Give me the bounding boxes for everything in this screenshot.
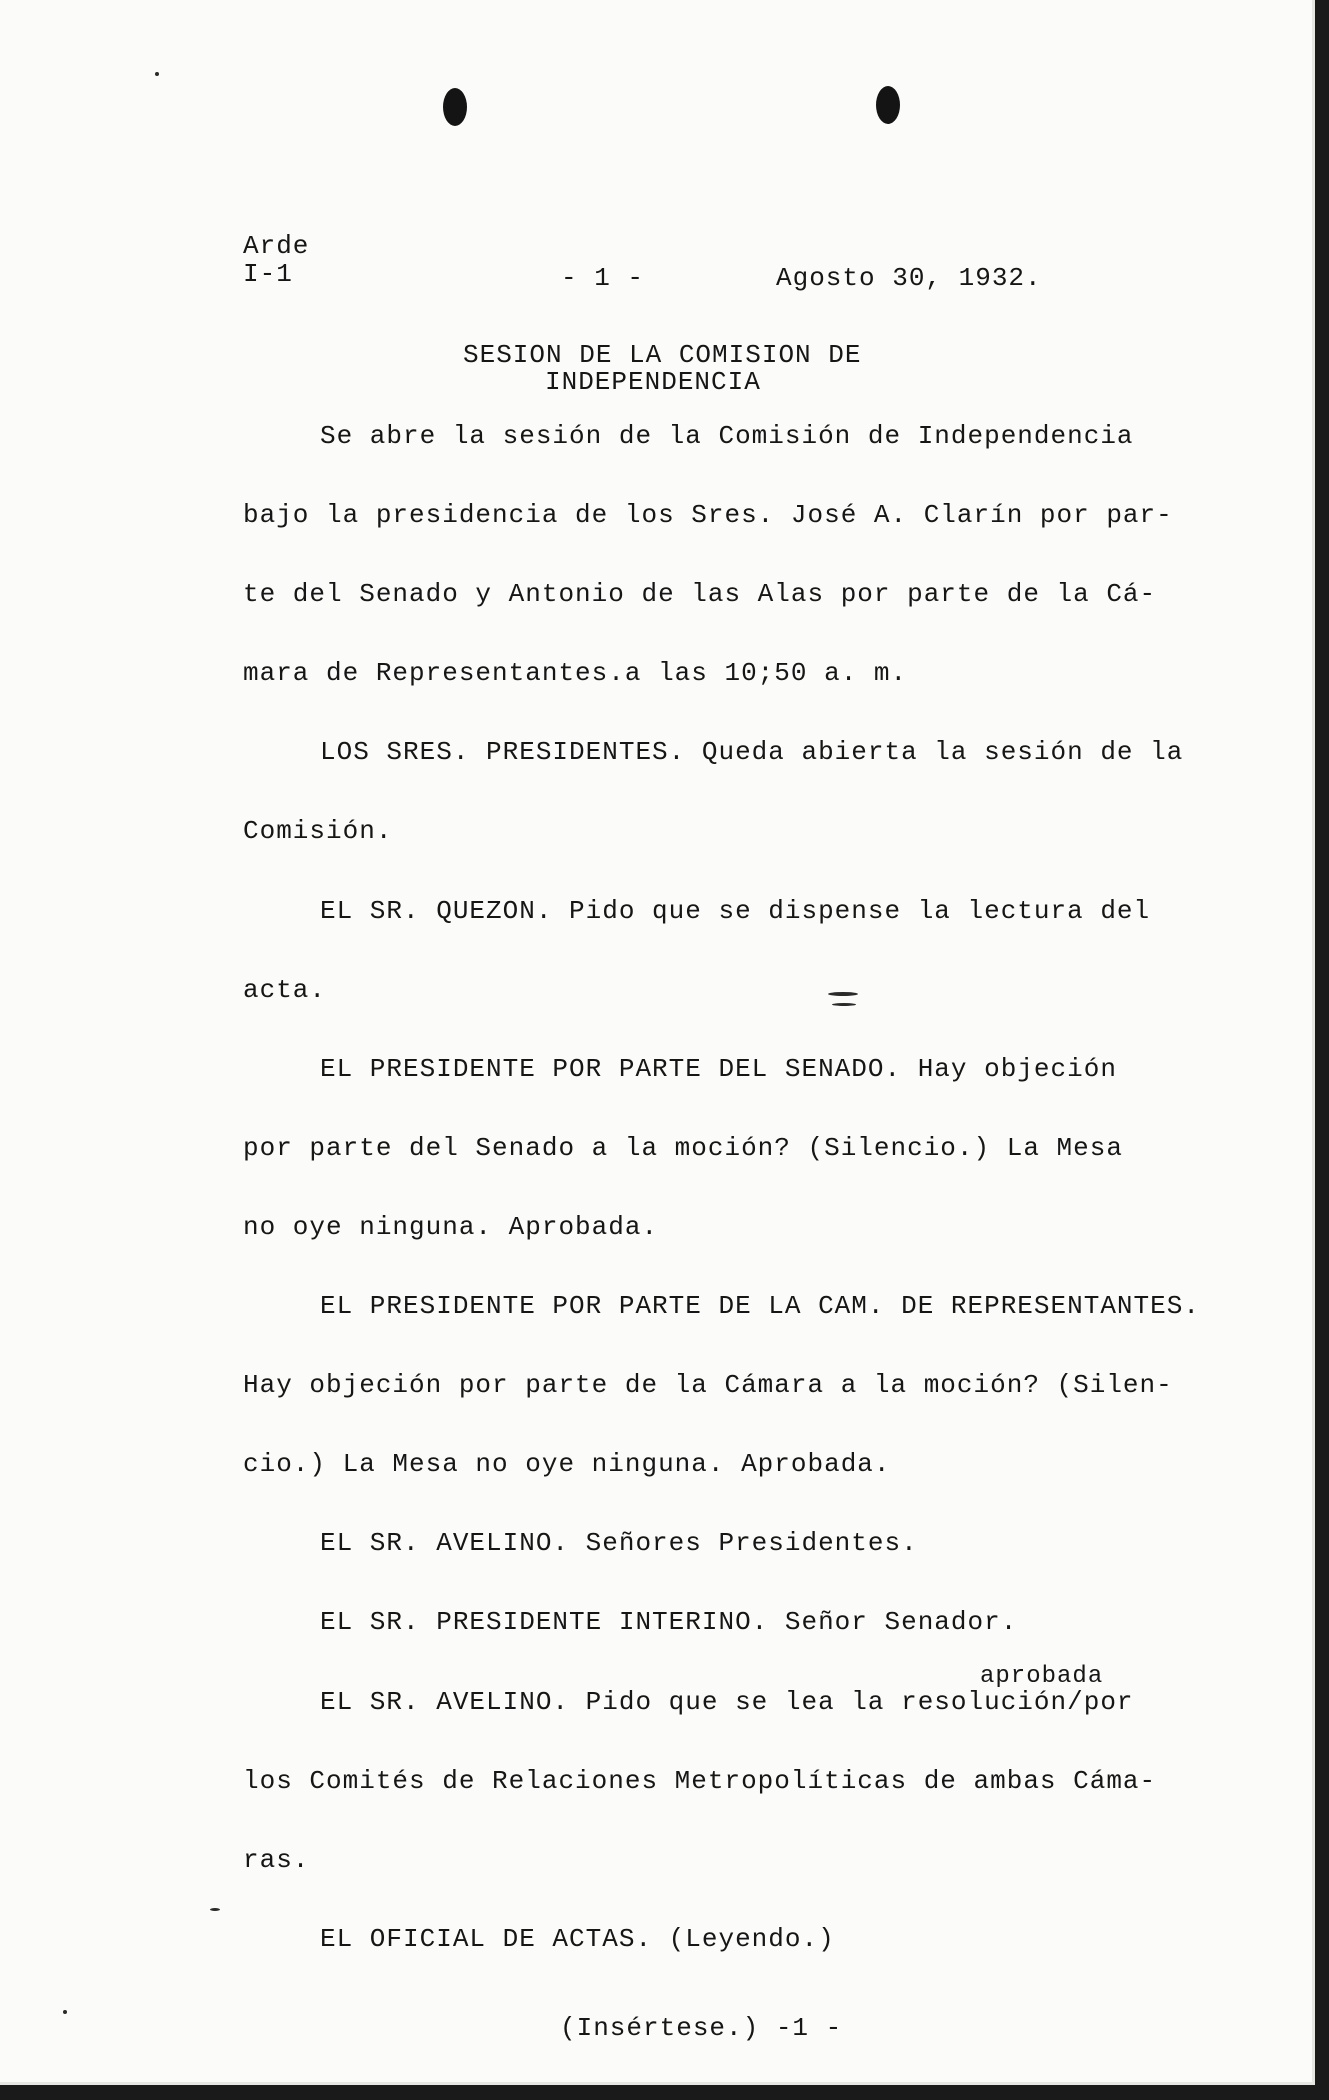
body-line: EL SR. AVELINO. Pido que se lea la resolución/por: [320, 1687, 1134, 1717]
body-line: Se abre la sesión de la Comisión de Independencia: [320, 421, 1134, 451]
ink-smudge: [828, 992, 858, 996]
ink-smudge: [832, 1003, 856, 1006]
body-line: los Comités de Relaciones Metropolíticas de ambas Cáma-: [243, 1766, 1157, 1796]
body-line: mara de Representantes.a las 10;50 a. m.: [243, 658, 908, 688]
document-title-line1: SESION DE LA COMISION DE: [463, 340, 862, 370]
binder-hole-right: [876, 86, 900, 124]
body-line: acta.: [243, 975, 327, 1005]
body-line: ras.: [243, 1845, 310, 1875]
body-line: EL SR. AVELINO. Señores Presidentes.: [320, 1528, 918, 1558]
body-line: EL PRESIDENTE POR PARTE DE LA CAM. DE REPRESENTANTES.: [320, 1291, 1200, 1321]
reference-code-line2: I-1: [243, 259, 293, 289]
body-line: Hay objeción por parte de la Cámara a la moción? (Silen-: [243, 1370, 1173, 1400]
paper-speck: [210, 1908, 220, 1911]
document-date: Agosto 30, 1932.: [776, 263, 1042, 293]
paper-speck: [63, 2010, 67, 2014]
body-line: EL SR. PRESIDENTE INTERINO. Señor Senador.: [320, 1607, 1018, 1637]
body-line: no oye ninguna. Aprobada.: [243, 1212, 659, 1242]
document-title-line2: INDEPENDENCIA: [545, 367, 761, 397]
page-number: - 1 -: [561, 263, 645, 293]
body-line: Comisión.: [243, 816, 393, 846]
body-line: EL SR. QUEZON. Pido que se dispense la lectura del: [320, 896, 1151, 926]
body-line: por parte del Senado a la moción? (Silencio.) La Mesa: [243, 1133, 1123, 1163]
body-line: te del Senado y Antonio de las Alas por parte de la Cá-: [243, 579, 1157, 609]
body-line: cio.) La Mesa no oye ninguna. Aprobada.: [243, 1449, 891, 1479]
insert-note: (Insértese.) -1 -: [560, 2013, 843, 2043]
binder-hole-left: [443, 88, 467, 126]
body-line: LOS SRES. PRESIDENTES. Queda abierta la sesión de la: [320, 737, 1184, 767]
reference-code-line1: Arde: [243, 231, 310, 261]
body-line: bajo la presidencia de los Sres. José A. Clarín por par-: [243, 500, 1173, 530]
interlinear-note: aprobada: [980, 1663, 1104, 1690]
body-line: EL OFICIAL DE ACTAS. (Leyendo.): [320, 1924, 835, 1954]
body-line: EL PRESIDENTE POR PARTE DEL SENADO. Hay objeción: [320, 1054, 1117, 1084]
paper-speck: [155, 72, 159, 76]
